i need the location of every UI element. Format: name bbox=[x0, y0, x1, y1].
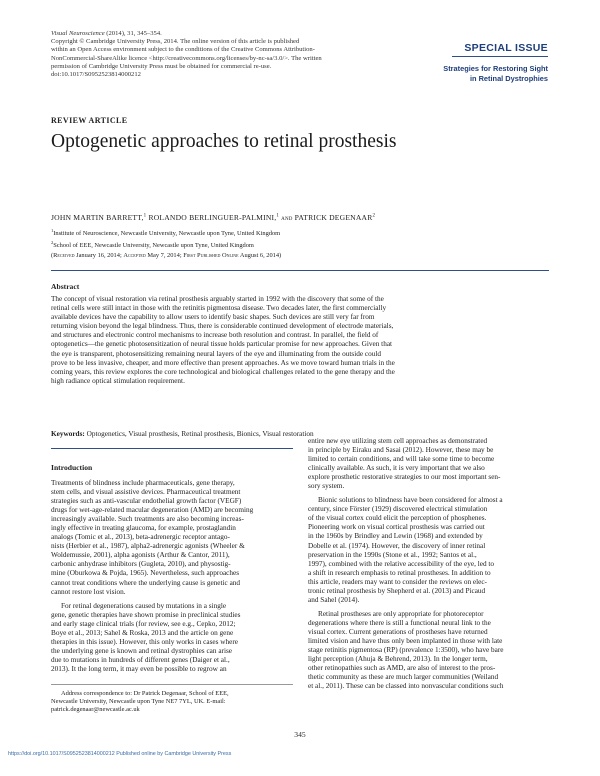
abstract-top-rule bbox=[51, 270, 549, 271]
published-date: August 6, 2014) bbox=[238, 252, 282, 259]
accepted-date: May 7, 2014; bbox=[145, 252, 184, 259]
body-line: drugs for wet-age-related macular degeneration (AMD) are becoming bbox=[51, 506, 254, 515]
abstract-line: and structures and electronic control mechanisms to increase both resolution and contrast. In parallel, the field of bbox=[51, 331, 379, 340]
body-line: 1997), combined with the relative accessibility of the eye, led to bbox=[308, 559, 495, 568]
author: PATRICK DEGENAAR bbox=[294, 213, 373, 222]
doi: doi:10.1017/S0952523814000212 bbox=[51, 71, 141, 79]
body-line: Woldemussie, 2001), alpha agonists (Arthur & Cantor, 2011), bbox=[51, 551, 230, 560]
body-line: 2013). It the long term, it may even be possible to regrow an bbox=[51, 664, 227, 673]
affiliation-number: 2 bbox=[51, 239, 54, 245]
copyright-line: within an Open Access environment subject to the conditions of the Creative Commons Attribution- bbox=[51, 46, 315, 54]
body-column-right bbox=[308, 437, 550, 691]
section-heading: Introduction bbox=[51, 463, 93, 472]
abstract-text bbox=[51, 295, 549, 386]
body-line: ingly effective in treating glaucoma, for example, prostaglandin bbox=[51, 524, 236, 533]
abstract-heading: Abstract bbox=[51, 282, 80, 291]
received-label: Received bbox=[53, 252, 75, 259]
body-line: nists (Herbier et al., 1987), alpha2-adrenergic agonists (Wheeler & bbox=[51, 542, 245, 551]
publication-dates bbox=[51, 252, 281, 259]
body-line: a shift in research emphasis to retinal prostheses. In addition to bbox=[308, 568, 491, 577]
abstract-line: coming years, this review explores the core technological and biological challenges related to the gene therapy and the bbox=[51, 367, 395, 376]
body-line: tronic retinal prosthesis by Shepherd et al. (2013) and Picaud bbox=[308, 586, 486, 595]
abstract-line: high radiance optical stimulation requirement. bbox=[51, 376, 185, 385]
footnote-line[interactable]: patrick.degenaar@newcastle.ac.uk bbox=[51, 706, 140, 714]
body-line: preservation in the 1990s (Stone et al., 1992; Santos et al., bbox=[308, 550, 477, 559]
body-line: and early stage clinical trials (for review, see e.g., Cepko, 2012; bbox=[51, 619, 236, 628]
body-line: stem cells, and visual assistive devices. Pharmaceutical treatment bbox=[51, 488, 241, 497]
journal-name: Visual Neuroscience bbox=[51, 30, 105, 37]
keywords-label: Keywords: bbox=[51, 430, 85, 438]
journal-volume: (2014), 31, 345–354. bbox=[104, 30, 162, 37]
keywords bbox=[51, 430, 314, 438]
body-line: visual cortex. Current generations of prostheses have returned bbox=[308, 627, 488, 636]
journal-citation bbox=[51, 30, 381, 38]
special-issue-label: SPECIAL ISSUE bbox=[464, 42, 548, 54]
page-footer bbox=[8, 751, 231, 757]
footnote-line: Newcastle University, Newcastle upon Tyne NE7 7YL, UK. E-mail: bbox=[51, 698, 226, 706]
affiliation-mark: 1 bbox=[143, 213, 147, 219]
author: ROLANDO BERLINGUER-PALMINI, bbox=[146, 213, 277, 222]
affiliation-mark: 2 bbox=[372, 213, 376, 219]
author-list bbox=[51, 213, 375, 222]
body-line: clinically available. As such, it is very important that we also bbox=[308, 464, 485, 473]
footnote-rule bbox=[51, 684, 293, 685]
author: JOHN MARTIN BARRETT, bbox=[51, 213, 144, 222]
body-line: thetic community as these are much larger communities (Weiland bbox=[308, 673, 499, 682]
body-line: stage retinitis pigmentosa (RP) (prevalence 1:3500), who have bare bbox=[308, 646, 504, 655]
author-conjunction: and bbox=[279, 213, 295, 222]
body-line: due to mutations in hundreds of different genes (Daiger et al., bbox=[51, 655, 230, 664]
body-line: Boye et al., 2013; Sahel & Roska, 2013 and the article on gene bbox=[51, 628, 234, 637]
abstract-line: retinal cells were still intact in those with the retinitis pigmentosa disease. Two decades later, the first commercially bbox=[51, 304, 387, 313]
affiliation-number: 1 bbox=[51, 228, 54, 233]
correspondence-footnote bbox=[51, 690, 293, 715]
body-column-left bbox=[51, 479, 293, 674]
abstract-line: The concept of visual restoration via retinal prosthesis arguably started in 1992 with the discovery that some of the bbox=[51, 295, 384, 303]
body-line: other retinopathies such as AMD, are also of interest to the pros- bbox=[308, 664, 496, 673]
affiliation bbox=[51, 227, 280, 239]
body-line: explore prosthetic restorative strategies to our most important sen- bbox=[308, 473, 501, 482]
body-line: et al., 2011). These can be classed into nonvascular conditions such bbox=[308, 682, 504, 691]
dates-open: ( bbox=[51, 252, 54, 259]
abstract-line: optogenetics—the genetic photosensitization of neural tissue holds particular promise for new approaches. Given that bbox=[51, 340, 393, 349]
body-line: therapies in this issue). However, this only works in cases where bbox=[51, 637, 238, 646]
copyright-line: permission of Cambridge University Press must be obtained for commercial re-use. bbox=[51, 62, 272, 70]
body-line: For retinal degenerations caused by mutations in a single bbox=[61, 601, 227, 610]
citation-block bbox=[51, 30, 381, 79]
body-line: Dobelle et al. (1974). However, the discovery of inner retinal bbox=[308, 541, 486, 550]
affiliation-text: School of EEE, Newcastle University, Newcastle upon Tyne, United Kingdom bbox=[53, 242, 254, 250]
body-line: degenerations where there is still a functional neural link to the bbox=[308, 618, 491, 627]
issue-title-line: in Retinal Dystrophies bbox=[469, 74, 548, 83]
abstract-bottom-rule bbox=[51, 448, 293, 449]
body-line: Bionic solutions to blindness have been considered for almost a bbox=[318, 496, 503, 505]
body-line: this article, readers may want to consider the reviews on elec- bbox=[308, 577, 487, 586]
body-line: Pioneering work on visual cortical prosthesis was carried out bbox=[308, 523, 485, 532]
body-line: century, since Förster (1929) discovered electrical stimulation bbox=[308, 505, 488, 514]
copyright-line: Copyright © Cambridge University Press, 2014. The online version of this article is published bbox=[51, 38, 300, 46]
article-title: Optogenetic approaches to retinal prosthesis bbox=[51, 131, 397, 152]
body-line: mine (Oburkowa & Pojda, 1965). Nevertheless, such approaches bbox=[51, 569, 240, 578]
body-line: light perception (Ahuja & Behrend, 2013). In the longer term, bbox=[308, 655, 488, 664]
published-label: First Published Online bbox=[183, 252, 239, 259]
affiliation-mark: 1 bbox=[276, 213, 280, 219]
footnote-line: Address correspondence to: Dr Patrick Degenaar, School of EEE, bbox=[61, 690, 229, 697]
abstract-line: the eye is transparent, photosensitizing remaining neural layers of the eye and illuminating from the outside could bbox=[51, 349, 381, 358]
affiliation-text: Institute of Neuroscience, Newcastle University, Newcastle upon Tyne, United Kingdom bbox=[53, 230, 281, 238]
body-line: limited vision and have thus only been implanted in those with late bbox=[308, 636, 503, 645]
abstract-line: prove to be less invasive, cheaper, and more effective than present approaches. As we move toward human trials in the bbox=[51, 358, 395, 367]
keywords-list: Optogenetics, Visual prosthesis, Retinal prosthesis, Bionics, Visual restoration bbox=[84, 430, 314, 438]
body-line: strategies such as anti-vascular endothelial growth factor (VEGF) bbox=[51, 497, 242, 506]
affiliations bbox=[51, 227, 280, 251]
article-type: REVIEW ARTICLE bbox=[51, 116, 128, 125]
issue-title bbox=[408, 64, 548, 84]
received-date: January 16, 2014; bbox=[74, 252, 124, 259]
issue-title-line: Strategies for Restoring Sight bbox=[443, 64, 548, 73]
body-line: in principle by Eiraku and Sasai (2012). However, these may be bbox=[308, 446, 494, 455]
special-issue-rule bbox=[452, 56, 548, 57]
body-line: Treatments of blindness include pharmaceuticals, gene therapy, bbox=[51, 479, 235, 487]
body-line: gene, genetic therapies have shown promise in preclinical studies bbox=[51, 610, 241, 619]
body-line: and Sahel (2014). bbox=[308, 595, 360, 604]
body-line: analogs (Tomic et al., 2013), beta-adrenergic receptor antago- bbox=[51, 533, 230, 542]
page-number: 345 bbox=[294, 730, 306, 739]
abstract-line: returning vision beyond the legal blindness. Thus, there is considerable continued development of electrode materials, bbox=[51, 322, 394, 331]
copyright-line: NonCommercial-ShareAlike licence <http://creativecommons.org/licenses/by-nc-sa/3.0/>. The written bbox=[51, 54, 322, 62]
abstract-line: available devices have the capability to allow users to identify basic shapes. Such devices are still very far from bbox=[51, 313, 375, 322]
body-line: increasingly available. Such treatments are also becoming increas- bbox=[51, 515, 244, 524]
body-line: of the visual cortex could elicit the perception of phosphenes. bbox=[308, 514, 487, 523]
body-line: limited to certain conditions, and will take some time to become bbox=[308, 455, 495, 464]
body-line: the underlying gene is known and retinal dystrophies can arise bbox=[51, 646, 232, 655]
body-line: cannot treat conditions where the underlying cause is genetic and bbox=[51, 578, 241, 587]
doi-link[interactable]: https://doi.org/10.1017/S0952523814000212 bbox=[8, 751, 115, 757]
body-line: cannot restore lost vision. bbox=[51, 587, 126, 596]
published-online-note: Published online by Cambridge University Press bbox=[114, 751, 232, 757]
accepted-label: Accepted bbox=[123, 252, 146, 259]
body-line: sory system. bbox=[308, 482, 345, 491]
body-line: in the 1960s by Brindley and Lewin (1968) and extended by bbox=[308, 532, 483, 541]
body-line: Retinal prostheses are only appropriate for photoreceptor bbox=[318, 609, 484, 618]
affiliation bbox=[51, 239, 280, 251]
body-line: carbonic anhydrase inhibitors (Gugleta, 2010), and physostig- bbox=[51, 560, 231, 569]
body-line: entire new eye utilizing stem cell approaches as demonstrated bbox=[308, 437, 488, 445]
